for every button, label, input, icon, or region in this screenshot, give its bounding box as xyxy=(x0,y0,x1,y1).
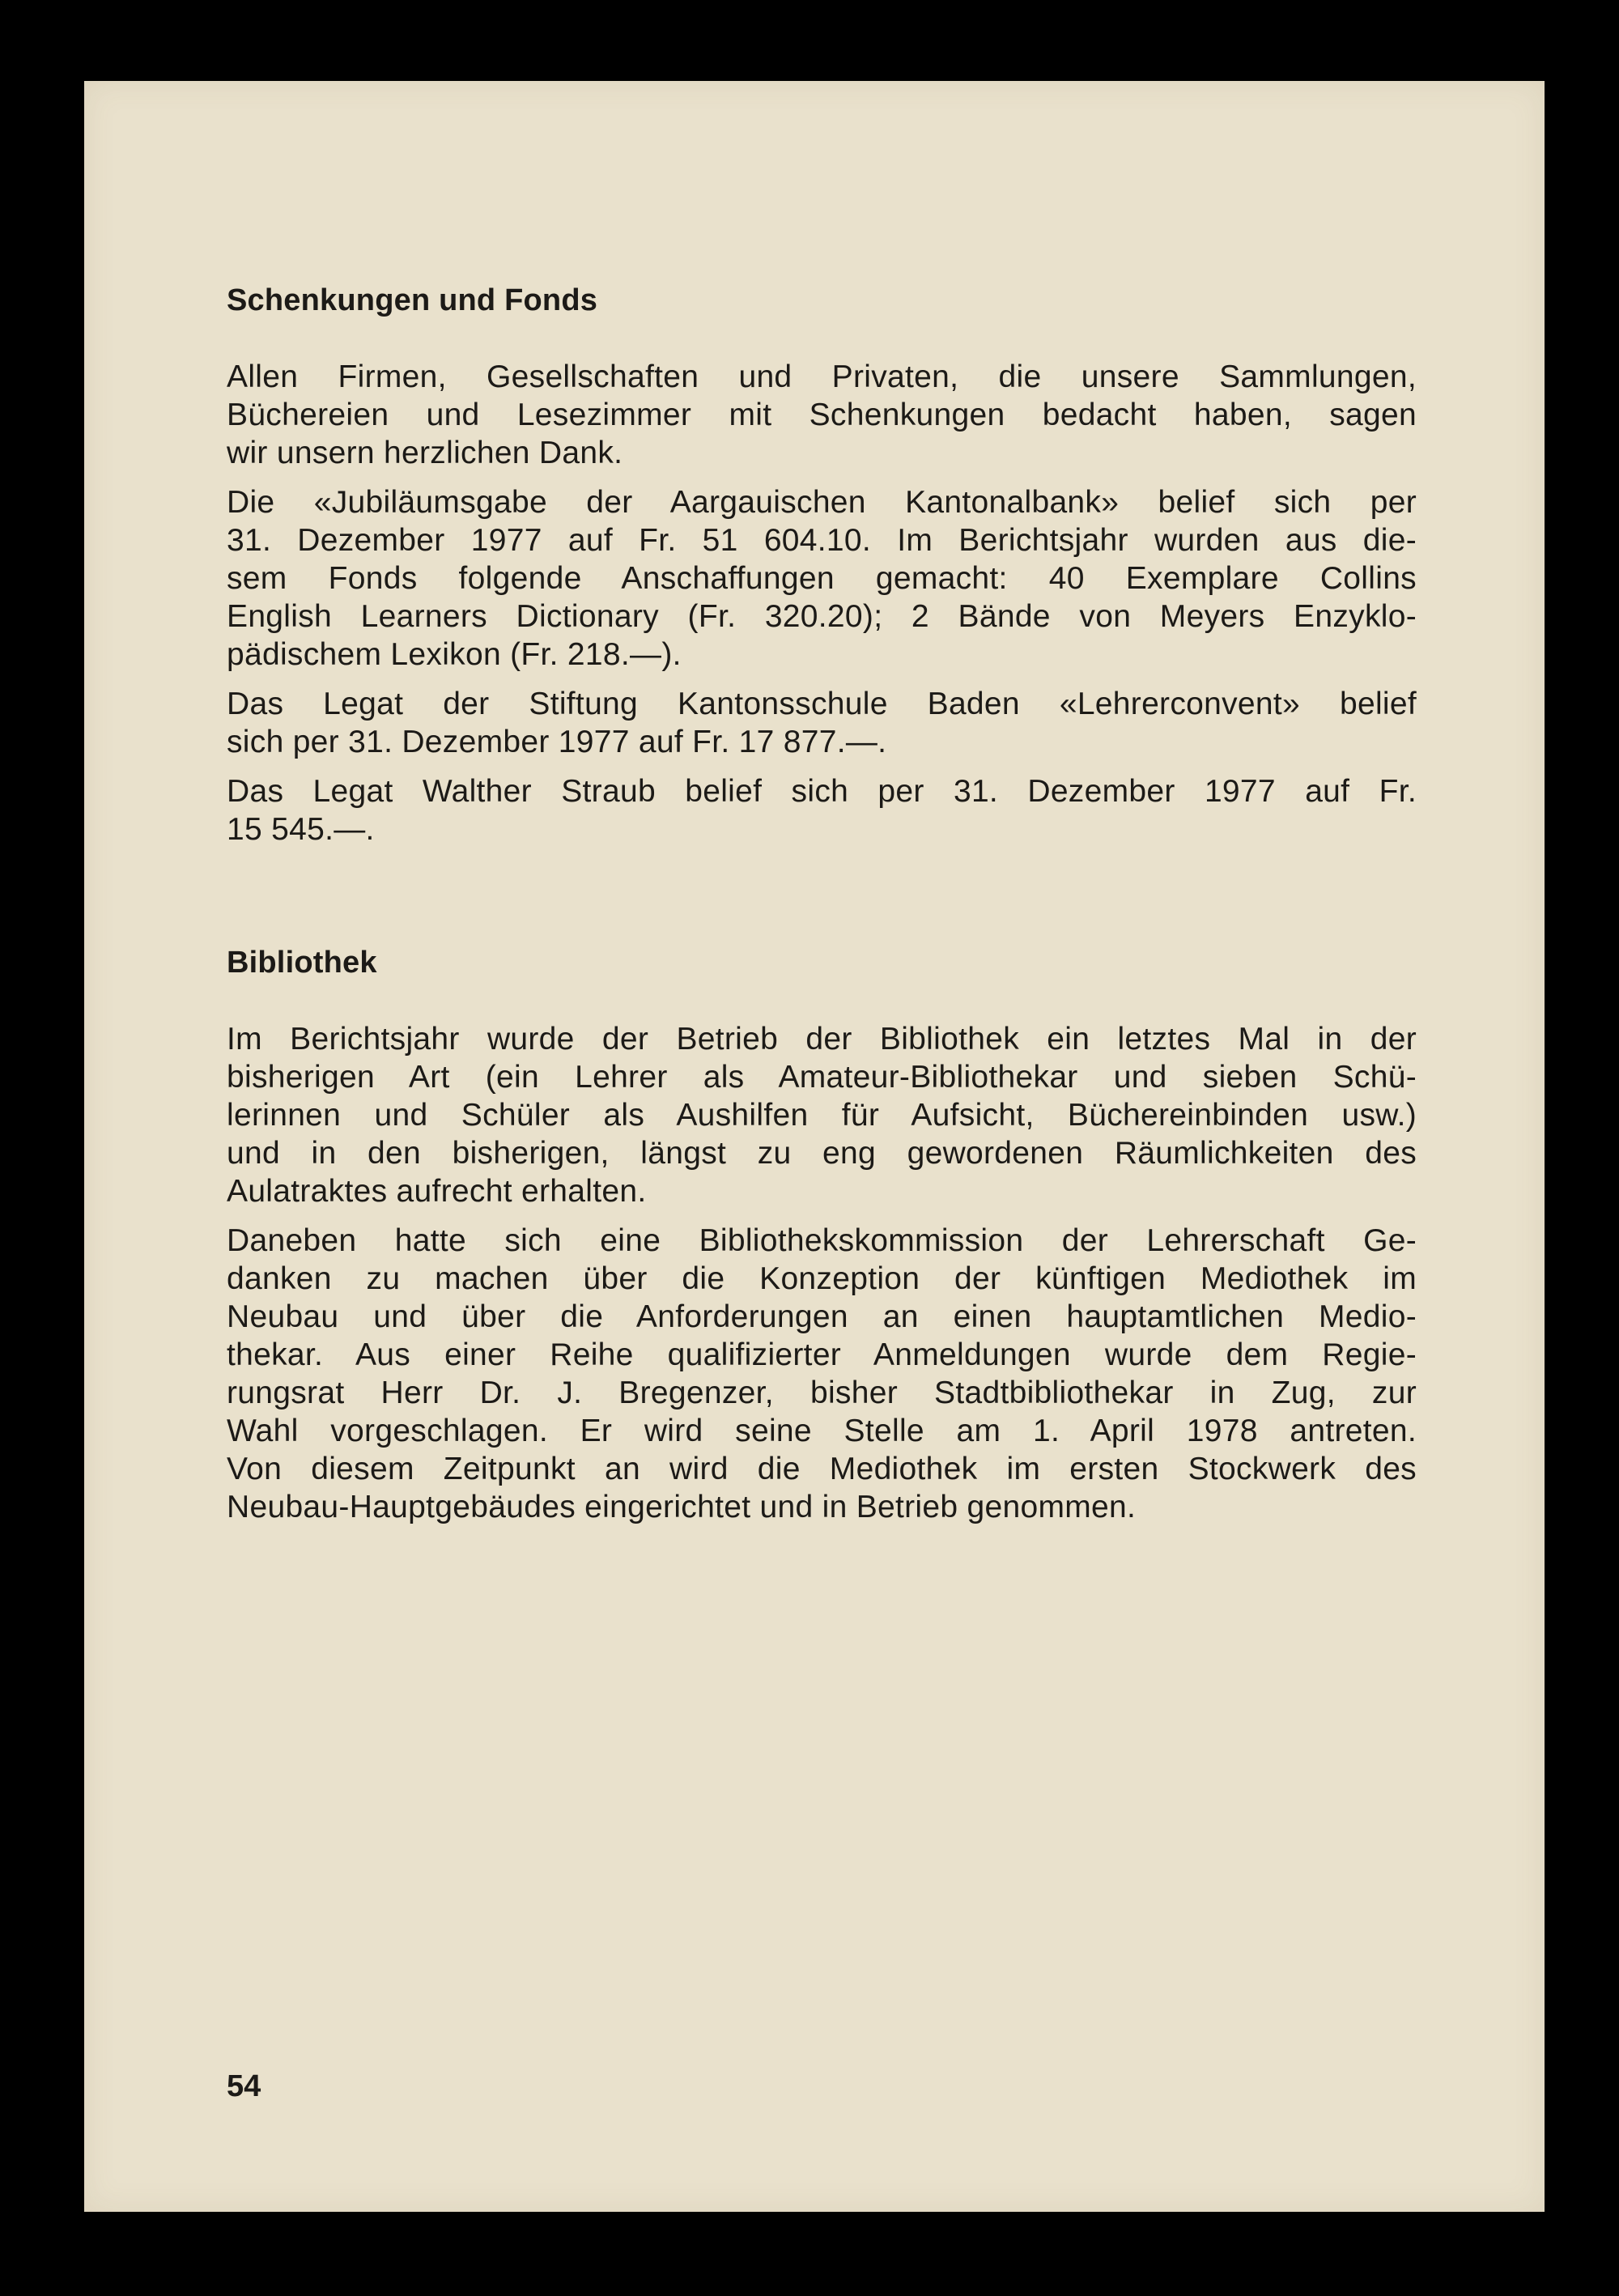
page-number: 54 xyxy=(227,2069,261,2103)
text-line: bisherigen Art (ein Lehrer als Amateur-Bibliothekar und sieben Schü- xyxy=(227,1060,1417,1095)
paragraph-thanks xyxy=(227,358,1417,472)
text-line: wir unsern herzlichen Dank. xyxy=(227,436,623,470)
document-page xyxy=(84,81,1545,2212)
text-line: 15 545.—. xyxy=(227,812,375,847)
text-line: danken zu machen über die Konzeption der künftigen Mediothek im xyxy=(227,1261,1417,1296)
text-line: Das Legat Walther Straub belief sich per 31. Dezember 1977 auf Fr. xyxy=(227,774,1417,809)
text-line: English Learners Dictionary (Fr. 320.20); 2 Bände von Meyers Enzyklo- xyxy=(227,599,1417,634)
text-line: Das Legat der Stiftung Kantonsschule Baden «Lehrerconvent» belief xyxy=(227,687,1417,721)
text-line: Daneben hatte sich eine Bibliothekskommission der Lehrerschaft Ge- xyxy=(227,1223,1417,1258)
text-line: Allen Firmen, Gesellschaften und Privaten, die unsere Sammlungen, xyxy=(227,359,1417,394)
text-line: sem Fonds folgende Anschaffungen gemacht: 40 Exemplare Collins xyxy=(227,561,1417,596)
paragraph-legat-kantonsschule xyxy=(227,685,1417,761)
text-line: Von diesem Zeitpunkt an wird die Mediothek im ersten Stockwerk des xyxy=(227,1452,1417,1486)
text-line: pädischem Lexikon (Fr. 218.—). xyxy=(227,637,682,672)
page-content xyxy=(227,282,1417,1537)
text-line: Im Berichtsjahr wurde der Betrieb der Bibliothek ein letztes Mal in der xyxy=(227,1022,1417,1057)
text-line: Aulatraktes aufrecht erhalten. xyxy=(227,1174,647,1209)
text-line: thekar. Aus einer Reihe qualifizierter Anmeldungen wurde dem Regie- xyxy=(227,1337,1417,1372)
text-line: 31. Dezember 1977 auf Fr. 51 604.10. Im Berichtsjahr wurden aus die- xyxy=(227,523,1417,558)
text-line: und in den bisherigen, längst zu eng gewordenen Räumlichkeiten des xyxy=(227,1136,1417,1171)
text-line: lerinnen und Schüler als Aushilfen für Aufsicht, Büchereinbinden usw.) xyxy=(227,1098,1417,1133)
text-line: Die «Jubiläumsgabe der Aargauischen Kantonalbank» belief sich per xyxy=(227,485,1417,520)
paragraph-jubilaeumsgabe xyxy=(227,483,1417,674)
text-line: Neubau und über die Anforderungen an einen hauptamtlichen Medio- xyxy=(227,1299,1417,1334)
text-line: rungsrat Herr Dr. J. Bregenzer, bisher Stadtbibliothekar in Zug, zur xyxy=(227,1375,1417,1410)
text-line: Büchereien und Lesezimmer mit Schenkungen bedacht haben, sagen xyxy=(227,398,1417,432)
section-heading-bibliothek: Bibliothek xyxy=(227,946,377,980)
section-heading-schenkungen: Schenkungen und Fonds xyxy=(227,283,598,317)
text-line: Neubau-Hauptgebäudes eingerichtet und in Betrieb genommen. xyxy=(227,1490,1137,1524)
text-line: Wahl vorgeschlagen. Er wird seine Stelle am 1. April 1978 antreten. xyxy=(227,1414,1417,1448)
paragraph-kommission xyxy=(227,1222,1417,1526)
text-line: sich per 31. Dezember 1977 auf Fr. 17 877.—. xyxy=(227,725,887,759)
paragraph-legat-straub xyxy=(227,772,1417,848)
paragraph-betrieb xyxy=(227,1020,1417,1210)
